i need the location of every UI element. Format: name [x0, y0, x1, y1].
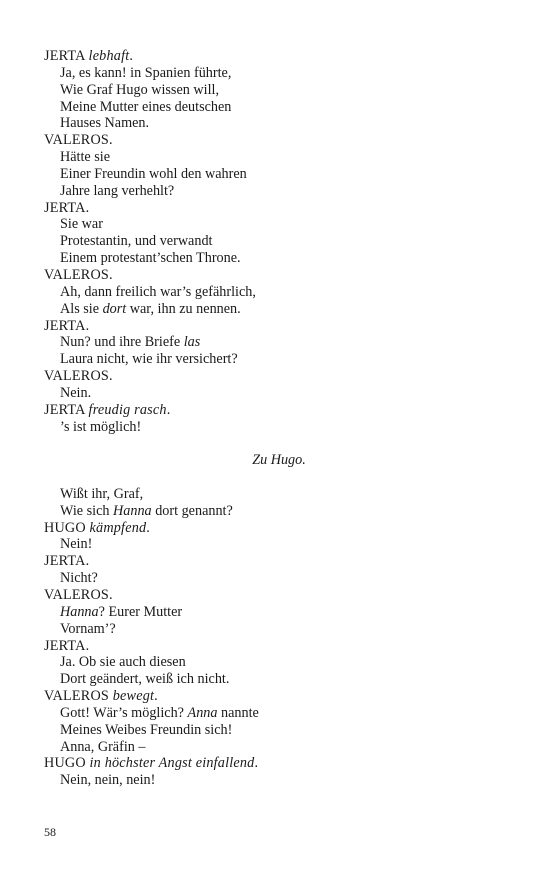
- italic-text: Anna: [187, 704, 218, 721]
- page-text: [44, 48, 514, 789]
- verse-line: [44, 233, 514, 250]
- text-run: Nun? und ihre Briefe: [60, 334, 184, 351]
- text-run: JERTA: [44, 401, 89, 418]
- text-run: JERTA.: [44, 317, 90, 334]
- verse-line: [44, 621, 514, 638]
- page-number: 58: [44, 825, 56, 839]
- text-run: Ah, dann freilich war’s gefährlich,: [60, 283, 256, 300]
- italic-text: Hanna: [113, 502, 152, 519]
- text-run: JERTA: [44, 48, 89, 64]
- verse-line: [44, 216, 514, 233]
- verse-line: [44, 570, 514, 587]
- italic-text: dort: [102, 300, 127, 317]
- verse-line: [44, 486, 514, 503]
- verse-line: [44, 183, 514, 200]
- italic-text: bewegt: [112, 688, 155, 705]
- text-run: Hätte sie: [60, 149, 111, 166]
- text-run: Nein!: [60, 536, 93, 553]
- text-run: dort genannt?: [151, 502, 233, 519]
- text-run: Jahre lang verhehlt?: [60, 182, 175, 199]
- text-run: nannte: [217, 704, 259, 721]
- text-run: Vornam’?: [60, 620, 116, 637]
- text-run: Ja. Ob sie auch diesen: [60, 654, 186, 671]
- text-run: Laura nicht, wie ihr versichert?: [60, 351, 238, 368]
- speaker-line: [44, 48, 514, 65]
- verse-line: [44, 705, 514, 722]
- text-run: Protestantin, und verwandt: [60, 233, 213, 250]
- verse-line: [44, 722, 514, 739]
- verse-line: [44, 65, 514, 82]
- blank-line: [44, 469, 514, 486]
- text-run: VALEROS.: [44, 587, 113, 603]
- speaker-line: [44, 688, 514, 705]
- text-run: Wie Graf Hugo wissen will,: [60, 81, 220, 98]
- verse-line: [44, 334, 514, 351]
- verse-line: [44, 149, 514, 166]
- text-run: .: [129, 48, 134, 64]
- text-run: Ja, es kann! in Spanien führte,: [60, 64, 232, 81]
- text-run: .: [254, 755, 259, 772]
- verse-line: [44, 385, 514, 402]
- text-run: Nein, nein, nein!: [60, 772, 156, 789]
- text-run: Gott! Wär’s möglich?: [60, 704, 188, 721]
- italic-text: in höchster Angst einfallend: [89, 755, 255, 772]
- text-run: VALEROS.: [44, 132, 113, 149]
- text-run: Nein.: [60, 384, 92, 401]
- stage-direction: [44, 452, 514, 469]
- verse-line: [44, 772, 514, 789]
- verse-line: [44, 739, 514, 756]
- speaker-line: [44, 368, 514, 385]
- text-run: VALEROS.: [44, 266, 113, 283]
- text-run: JERTA.: [44, 199, 90, 216]
- verse-line: [44, 250, 514, 267]
- italic-text: las: [183, 334, 201, 351]
- text-run: war, ihn zu nennen.: [126, 300, 241, 317]
- verse-line: [44, 654, 514, 671]
- speaker-line: [44, 520, 514, 537]
- text-run: Einem protestant’schen Throne.: [60, 250, 241, 267]
- verse-line: [44, 115, 514, 132]
- speaker-line: [44, 318, 514, 335]
- italic-text: freudig rasch: [88, 401, 167, 418]
- verse-line: [44, 503, 514, 520]
- italic-text: Zu Hugo.: [252, 452, 306, 469]
- verse-line: [44, 166, 514, 183]
- text-run: Wie sich: [60, 502, 114, 519]
- speaker-line: [44, 200, 514, 217]
- speaker-line: [44, 553, 514, 570]
- speaker-line: [44, 267, 514, 284]
- verse-line: [44, 301, 514, 318]
- text-run: Anna, Gräfin –: [60, 738, 146, 755]
- text-run: Als sie: [60, 300, 103, 317]
- text-run: JERTA.: [44, 553, 90, 570]
- text-run: Sie war: [60, 216, 103, 233]
- speaker-line: [44, 402, 514, 419]
- speaker-line: [44, 638, 514, 655]
- text-run: Einer Freundin wohl den wahren: [60, 165, 247, 182]
- verse-line: [44, 604, 514, 621]
- verse-line: [44, 284, 514, 301]
- text-run: Dort geändert, weiß ich nicht.: [60, 671, 230, 688]
- text-run: Nicht?: [60, 570, 98, 587]
- verse-line: [44, 671, 514, 688]
- speaker-line: [44, 755, 514, 772]
- text-run: .: [166, 401, 171, 418]
- text-run: Hauses Namen.: [60, 115, 150, 132]
- text-run: Wißt ihr, Graf,: [60, 485, 144, 502]
- text-run: HUGO: [44, 755, 90, 772]
- verse-line: [44, 82, 514, 99]
- text-run: JERTA.: [44, 637, 90, 654]
- blank-line: [44, 435, 514, 452]
- speaker-line: [44, 587, 514, 604]
- text-run: .: [146, 519, 151, 536]
- verse-line: [44, 536, 514, 553]
- text-run: .: [154, 688, 158, 705]
- text-run: ’s ist möglich!: [60, 418, 142, 435]
- text-run: Meines Weibes Freundin sich!: [60, 721, 233, 738]
- text-run: VALEROS: [44, 688, 113, 705]
- italic-text: kämpfend: [89, 519, 147, 536]
- text-run: ? Eurer Mutter: [98, 603, 183, 620]
- text-run: HUGO: [44, 519, 90, 536]
- verse-line: [44, 351, 514, 368]
- text-run: Meine Mutter eines deutschen: [60, 98, 232, 115]
- speaker-line: [44, 132, 514, 149]
- verse-line: [44, 419, 514, 436]
- italic-text: lebhaft: [88, 48, 130, 64]
- italic-text: Hanna: [60, 603, 99, 620]
- text-run: VALEROS.: [44, 368, 113, 385]
- verse-line: [44, 99, 514, 116]
